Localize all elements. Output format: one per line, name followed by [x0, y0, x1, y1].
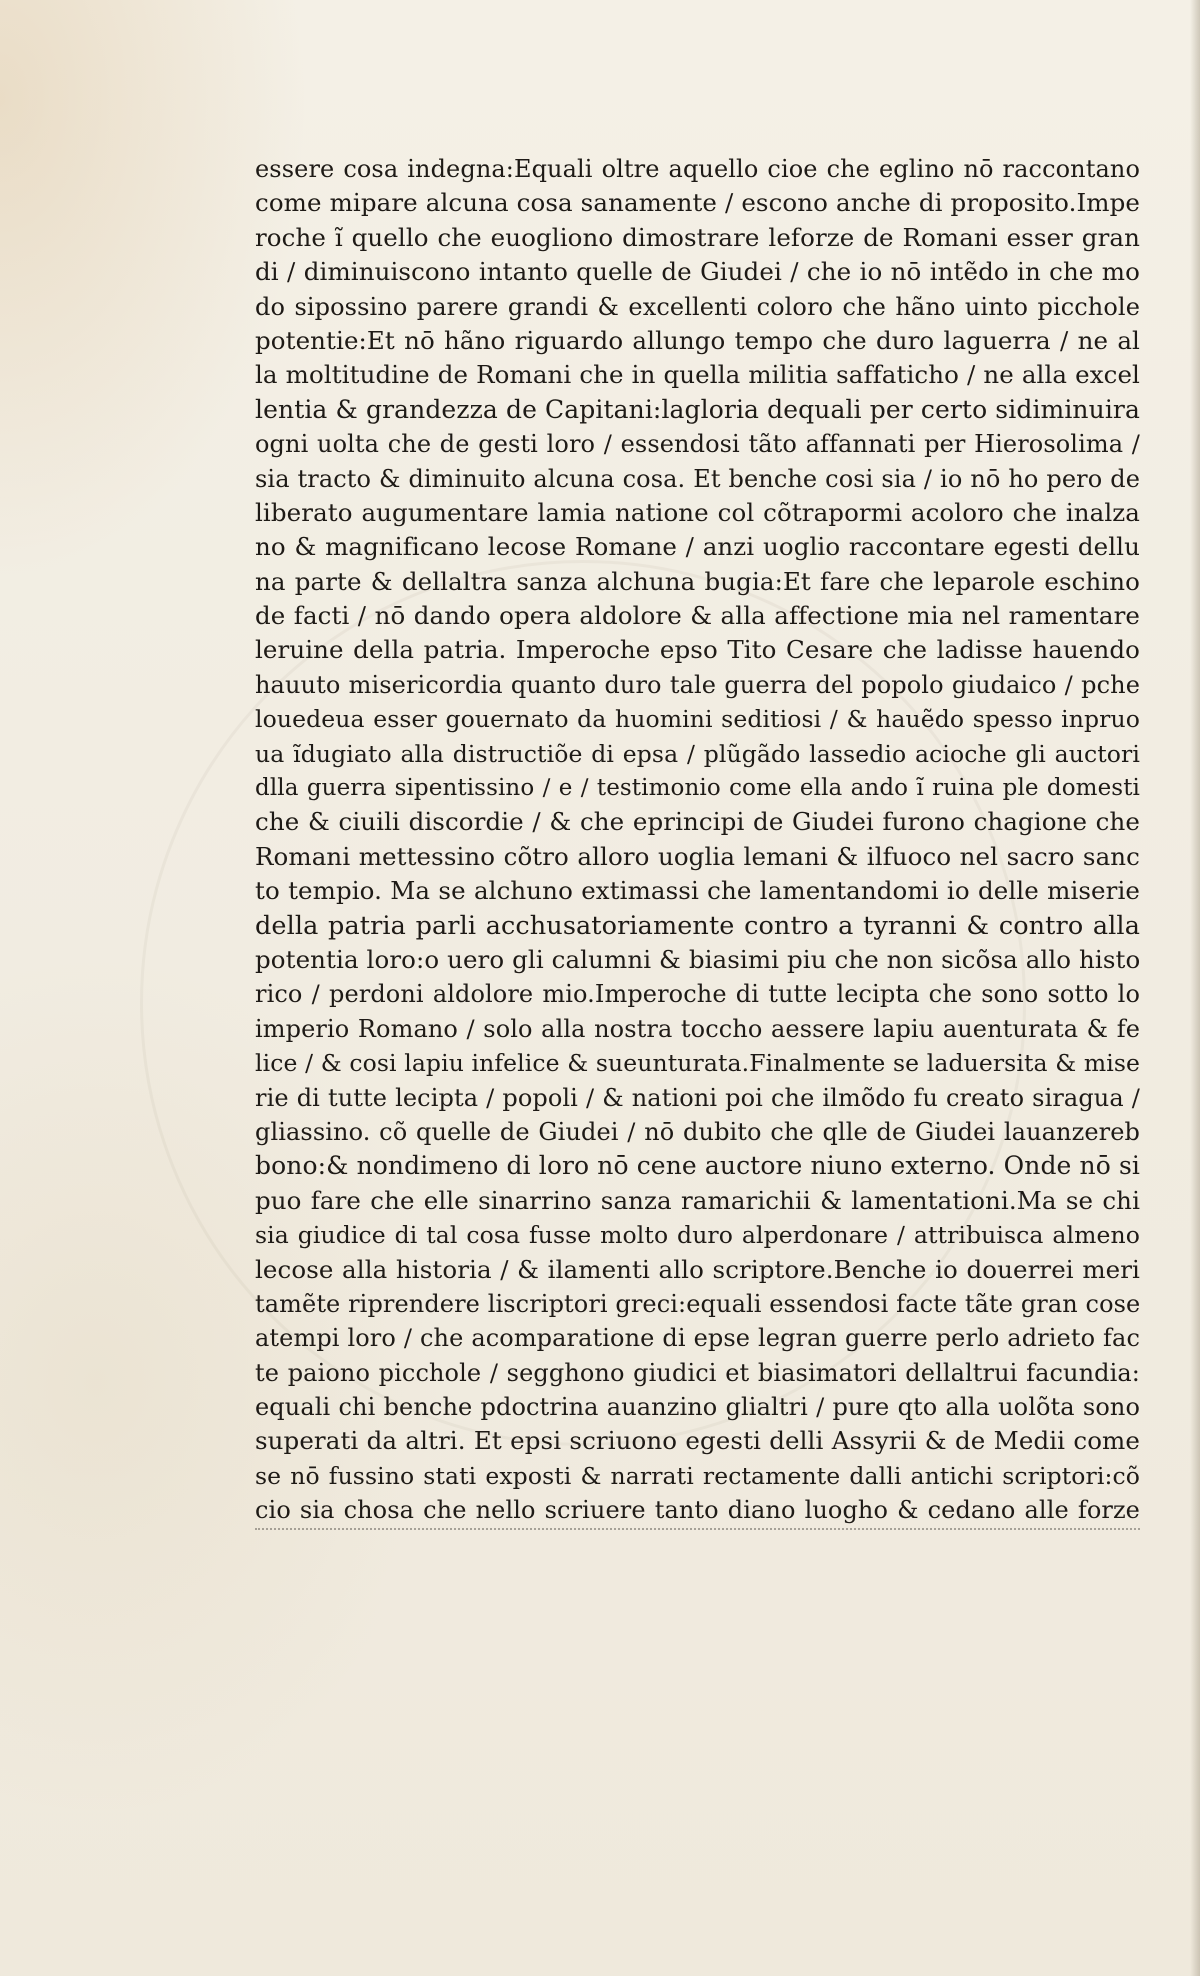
text-line: to tempio. Ma se alchuno extimassi che lamentandomi io delle miserie	[255, 876, 1140, 906]
text-line: roche ĩ quello che euogliono dimostrare leforze de Romani esser gran	[255, 222, 1140, 252]
text-line: sia tracto & diminuito alcuna cosa. Et benche cosi sia ∕ io nō ho pero de	[255, 464, 1140, 493]
text-line: dlla guerra sipentissino ∕ e ∕ testimonio come ella ando ĩ ruina ple domesti	[255, 775, 1140, 802]
text-line: te paiono picchole ∕ segghono giudici et biasimatori dellaltrui facundia:	[255, 1358, 1140, 1387]
text-line: rico ∕ perdoni aldolore mio.Imperoche di tutte lecipta che sono sotto lo	[255, 980, 1140, 1009]
text-line: na parte & dellaltra sanza alchuna bugia:Et fare che leparole eschino	[255, 566, 1140, 596]
text-line: ua ĩdugiato alla distructiõe di epsa ∕ plũgãdo lassedio acioche gli auctori	[255, 739, 1140, 768]
text-line: tamẽte riprendere liscriptori greci:equali essendosi facte tãte gran cose	[255, 1289, 1141, 1318]
text-line: de facti ∕ nō dando opera aldolore & alla affectione mia nel ramentare	[255, 601, 1140, 631]
page-edge-shadow	[1190, 0, 1200, 1976]
text-line: lecose alla historia ∕ & ilamenti allo scriptore.Benche io douerrei meri	[255, 1254, 1140, 1284]
text-line: cio sia chosa che nello scriuere tanto diano luogho & cedano alle forze	[255, 1493, 1140, 1529]
text-block	[255, 152, 1140, 1530]
text-line: ogni uolta che de gesti loro ∕ essendosi tãto affannati per Hierosolima ∕	[255, 430, 1140, 459]
text-line: no & magnificano lecose Romane ∕ anzi uoglio raccontare egesti dellu	[255, 532, 1140, 562]
text-line: leruine della patria. Imperoche epso Tito Cesare che ladisse hauendo	[255, 635, 1140, 665]
text-line: atempi loro ∕ che acomparatione di epse legran guerre perlo adrieto fac	[255, 1324, 1140, 1353]
text-line: superati da altri. Et epsi scriuono egesti delli Assyrii & de Medii come	[255, 1426, 1140, 1456]
text-line: essere cosa indegna:Equali oltre aquello cioe che eglino nō raccontano	[255, 155, 1140, 183]
text-line: la moltitudine de Romani che in quella militia saffaticho ∕ ne alla excel	[255, 360, 1140, 390]
text-line: rie di tutte lecipta ∕ popoli ∕ & nationi poi che ilmõdo fu creato siragua ∕	[255, 1083, 1140, 1112]
text-line: equali chi benche pdoctrina auanzino glialtri ∕ pure qto alla uolõta sono	[255, 1393, 1140, 1422]
text-line: sia giudice di tal cosa fusse molto duro alperdonare ∕ attribuisca almeno	[255, 1221, 1140, 1250]
text-line: come mipare alcuna cosa sanamente ∕ escono anche di proposito.Impe	[255, 188, 1140, 218]
text-line: gliassino. cõ quelle de Giudei ∕ nō dubito che qlle de Giudei lauanzereb	[255, 1117, 1140, 1146]
text-line: do sipossino parere grandi & excellenti coloro che hãno uinto picchole	[255, 292, 1140, 321]
text-line: imperio Romano ∕ solo alla nostra toccho aessere lapiu auenturata & fe	[255, 1014, 1140, 1043]
text-line: lentia & grandezza de Capitani:lagloria dequali per certo sidiminuira	[255, 394, 1140, 424]
text-line: bono:& nondimeno di loro nō cene auctore niuno externo. Onde nō si	[255, 1151, 1140, 1181]
text-line: Romani mettessino cõtro alloro uoglia lemani & ilfuoco nel sacro sanc	[255, 841, 1140, 871]
text-line: hauuto misericordia quanto duro tale guerra del popolo giudaico ∕ pche	[255, 670, 1140, 699]
text-line: se nō fussino stati exposti & narrati rectamente dalli antichi scriptori:cõ	[255, 1461, 1140, 1490]
text-line: della patria parli acchusatoriamente contro a tyranni & contro alla	[255, 910, 1140, 941]
text-line: che & ciuili discordie ∕ & che eprincipi de Giudei furono chagione che	[255, 807, 1140, 837]
text-line: lice ∕ & cosi lapiu infelice & sueunturata.Finalmente se laduersita & mise	[255, 1049, 1140, 1078]
text-line: potentie:Et nō hãno riguardo allungo tempo che duro laguerra ∕ ne al	[255, 325, 1140, 355]
text-line: liberato augumentare lamia natione col cõtrapormi acoloro che inalza	[255, 497, 1140, 527]
text-line: louedeua esser gouernato da huomini seditiosi ∕ & hauẽdo spesso inpruo	[255, 705, 1140, 734]
text-line: puo fare che elle sinarrino sanza ramarichii & lamentationi.Ma se chi	[255, 1185, 1140, 1215]
text-line: potentia loro:o uero gli calumni & biasimi piu che non sicõsa allo histo	[255, 944, 1141, 974]
text-line: di ∕ diminuiscono intanto quelle de Giudei ∕ che io nō intẽdo in che mo	[255, 257, 1140, 287]
